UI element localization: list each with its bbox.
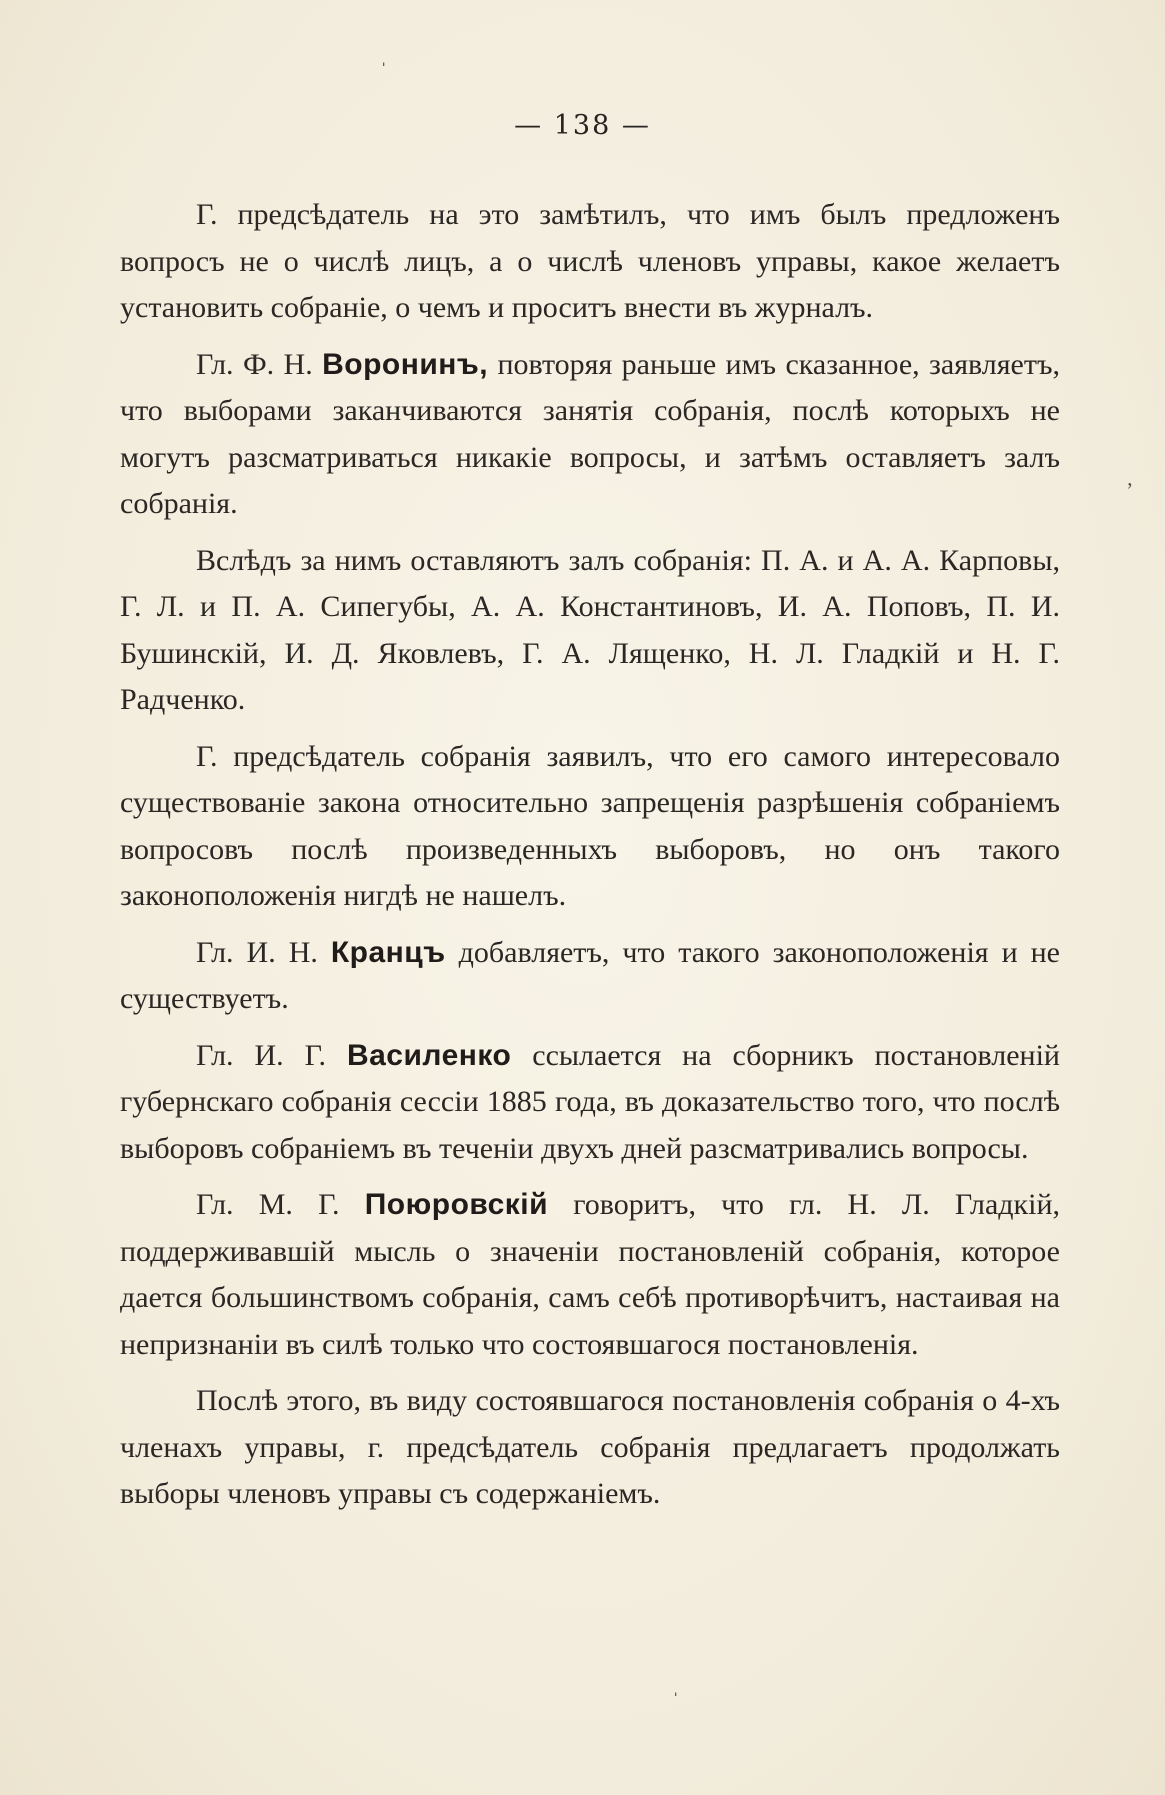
page-number: — 138 — [514, 110, 651, 141]
paragraph: Гл. М. Г. Поюровскій говоритъ, что гл. Н. Л. Гладкій, поддерживавшій мысль о значеніи постановленій собранія, которое дается большинствомъ собранія, самъ себѣ противорѣчитъ, настаивая на непризнаніи въ силѣ только что состоявшагося постановленія. [120, 1188, 1060, 1361]
paper-speck: ˈ [672, 1688, 680, 1713]
speaker-name: Василенко [346, 1038, 512, 1072]
paper-speck: ˈ [380, 58, 388, 83]
paragraph: Вслѣдъ за нимъ оставляютъ залъ собранія: П. А. и А. А. Карповы, Г. Л. и П. А. Сипегубы, А. А. Константиновъ, И. А. Поповъ, П. И. Бушинскій, И. Д. Яковлевъ, Г. А. Лященко, Н. Л. Гладкій и Н. Г. Радченко. [120, 543, 1060, 716]
speaker-name: Кранцъ [330, 935, 446, 969]
speaker-name: Поюровскій [364, 1188, 549, 1221]
speaker-name: Воронинъ, [322, 347, 489, 381]
paragraph: Гл. И. Н. Кранцъ добавляетъ, что такого законоположенія и не существуетъ. [120, 935, 1060, 1015]
paragraph: Гл. Ф. Н. Воронинъ, повторяя раньше имъ сказанное, заявляетъ, что выборами заканчиваются занятія собранія, послѣ которыхъ не могутъ разсматриваться никакіе вопросы, и затѣмъ оставляетъ залъ собранія. [120, 347, 1060, 520]
paragraph: Г. предсѣдатель на это замѣтилъ, что имъ былъ предложенъ вопросъ не о числѣ лицъ, а о числѣ членовъ управы, какое желаетъ установить собраніе, о чемъ и проситъ внести въ журналъ. [120, 198, 1060, 324]
paper-speck: ʼ [1126, 478, 1134, 503]
paragraph: Послѣ этого, въ виду состоявшагося постановленія собранія о 4-хъ членахъ управы, г. предсѣдатель собранія предлагаетъ продолжать выборы членовъ управы съ содержаніемъ. [120, 1384, 1060, 1510]
paragraph: Гл. И. Г. Василенко ссылается на сборникъ постановленій губернскаго собранія сессіи 1885 года, въ доказательство того, что послѣ выборовъ собраніемъ въ теченіи двухъ дней разсматривались вопросы. [120, 1038, 1060, 1165]
paragraph: Г. предсѣдатель собранія заявилъ, что его самого интересовало существованіе закона относительно запрещенія разрѣшенія собраніемъ вопросовъ послѣ произведенныхъ выборовъ, но онъ такого законоположенія нигдѣ не нашелъ. [120, 739, 1060, 912]
body-text [120, 192, 1060, 1528]
